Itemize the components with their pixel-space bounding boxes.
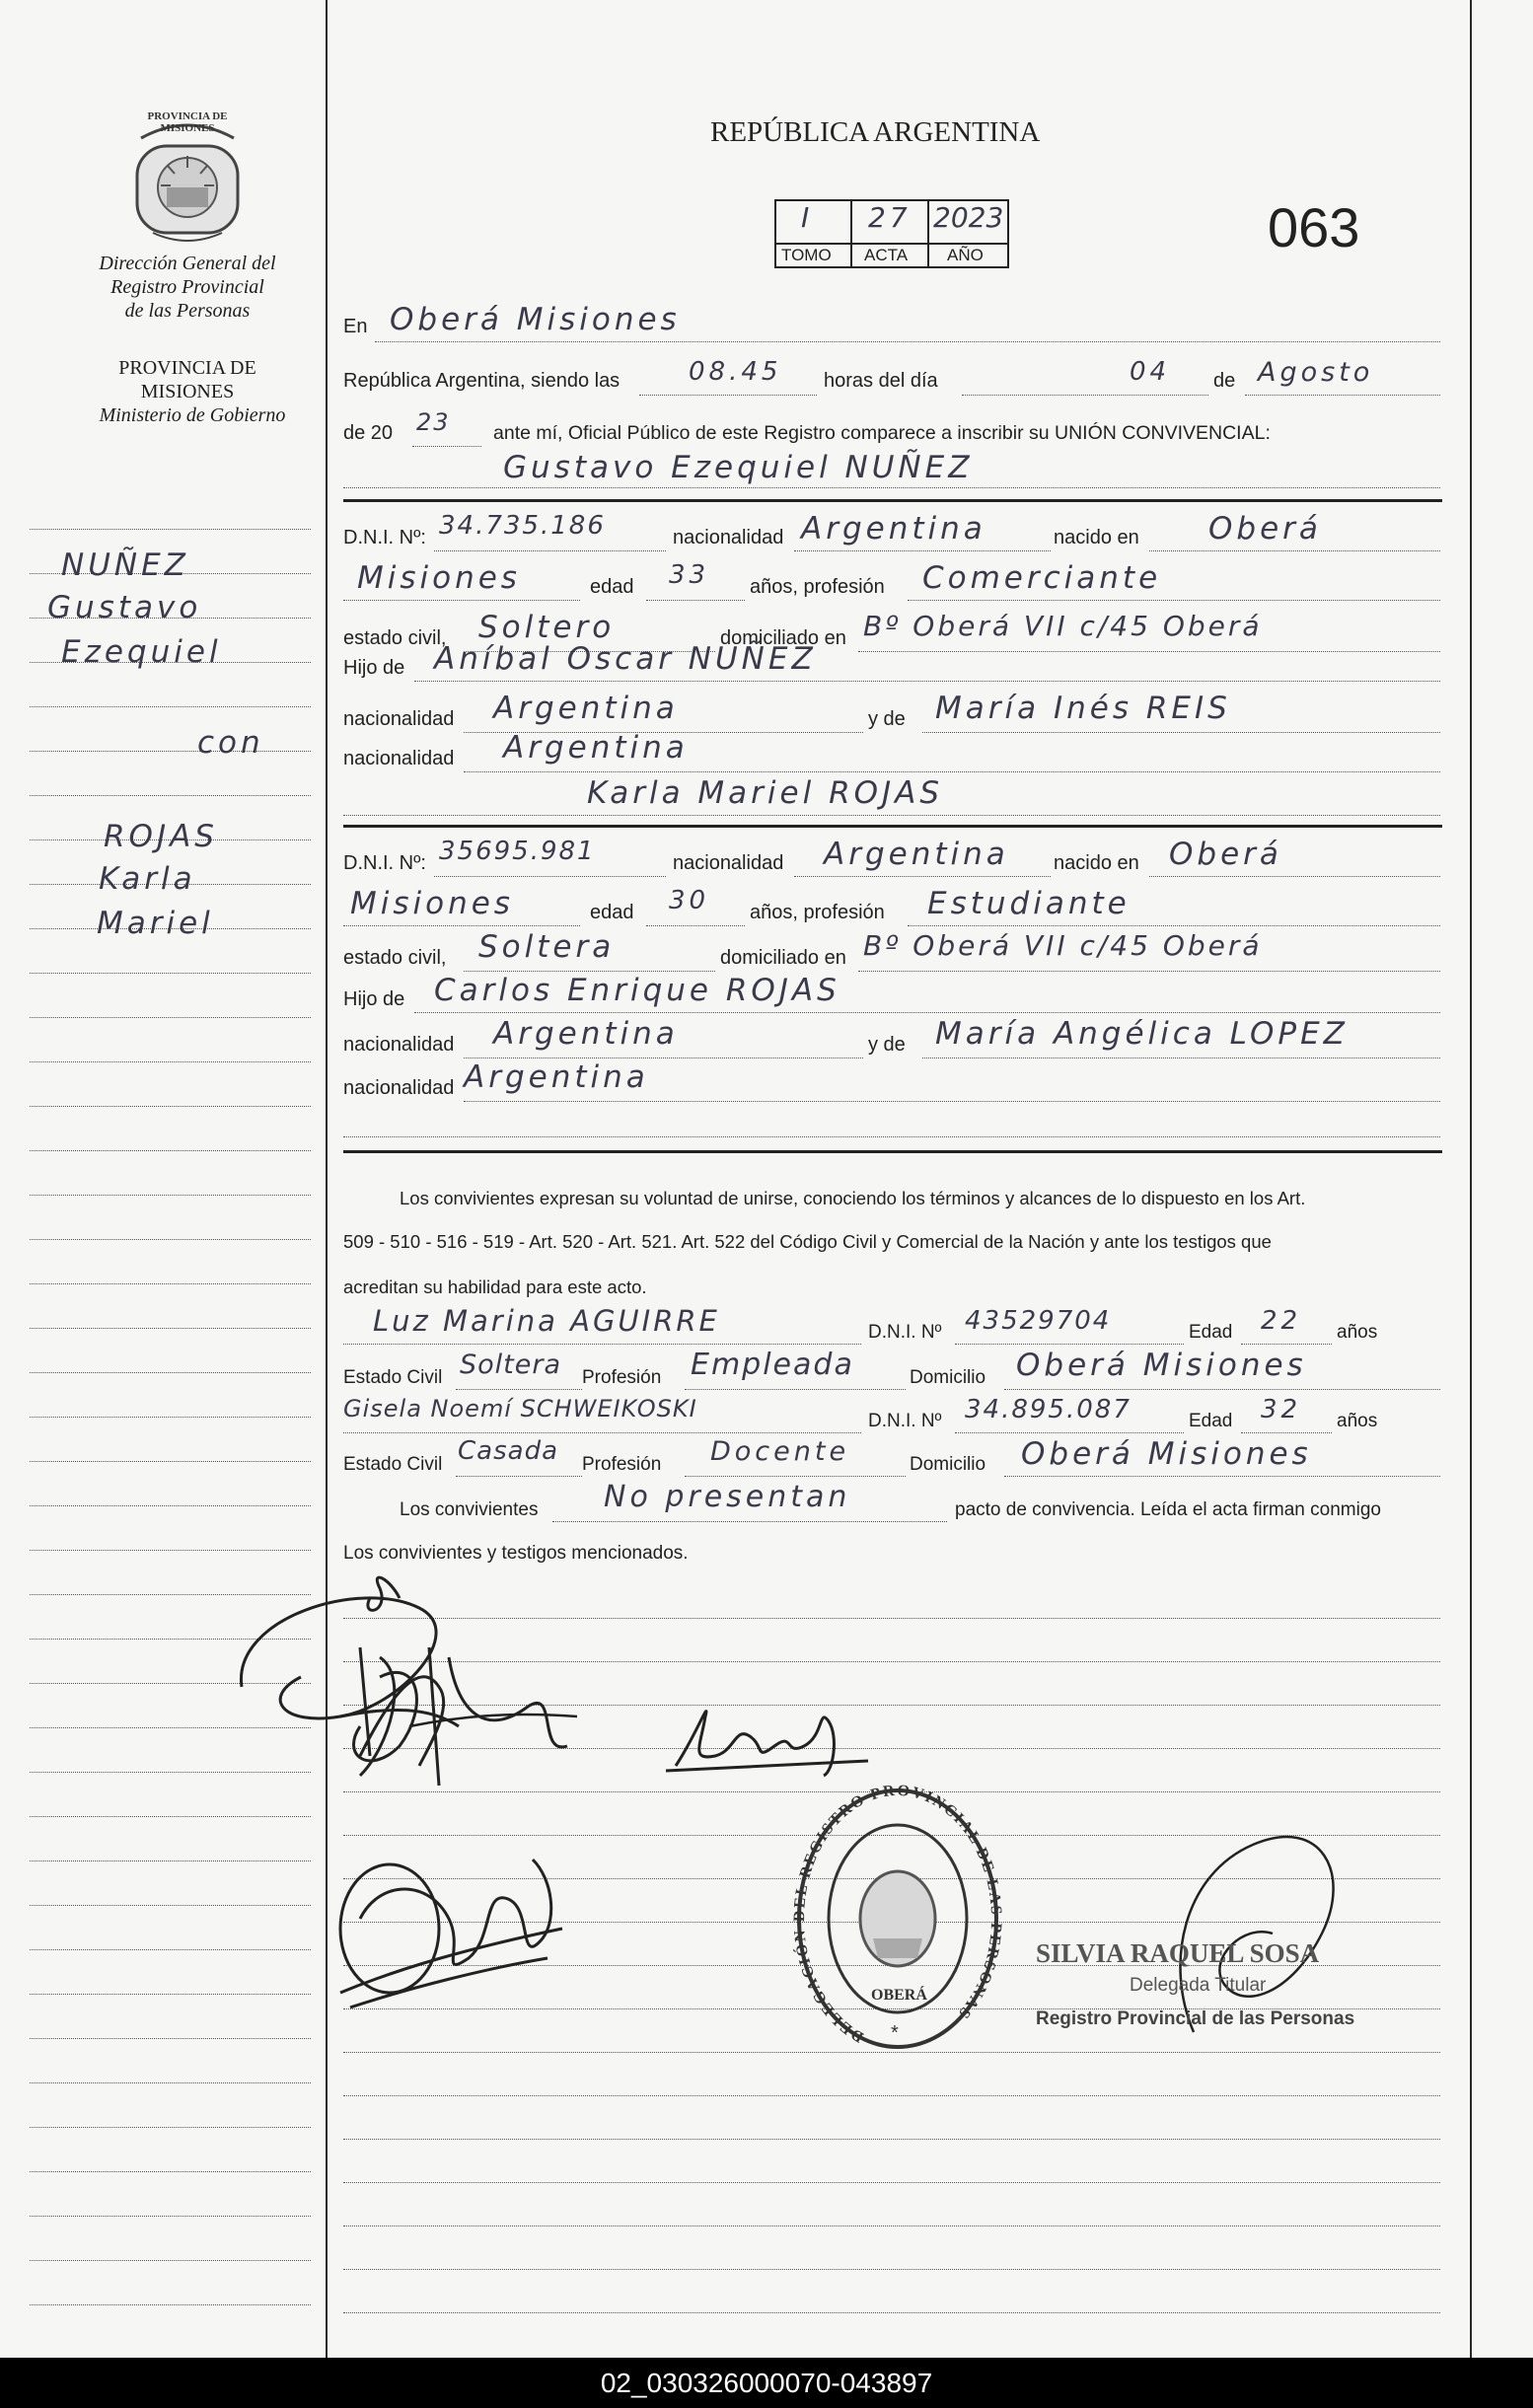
p2-age: 30 [669, 886, 710, 915]
margin-note-line-6: Karla [99, 861, 196, 897]
margin-note-line-1: NUÑEZ [61, 547, 189, 583]
p2-civil-label: estado civil, [343, 947, 447, 969]
p1-civil-label: estado civil, [343, 627, 447, 649]
person2-name: Karla Mariel ROJAS [587, 775, 944, 811]
p1-profession-label: años, profesión [750, 576, 885, 598]
w2-dni-label: D.N.I. Nº [868, 1411, 942, 1431]
p2-mother-nat-label: nacionalidad [343, 1077, 455, 1099]
w2-dni: 34.895.087 [965, 1395, 1132, 1424]
official-name: SILVIA RAQUEL SOSA [1036, 1938, 1320, 1968]
w1-civil-label: Estado Civil [343, 1367, 443, 1388]
p2-nationality-label: nacionalidad [673, 852, 784, 874]
declaration-line-2: 509 - 510 - 516 - 519 - Art. 520 - Art. 521. Art. 522 del Código Civil y Comercial de la Nación y ante los testigos que [343, 1231, 1272, 1252]
left-ruled-line [30, 1061, 311, 1062]
p1-profession: Comerciante [922, 560, 1162, 596]
p2-profession: Estudiante [927, 886, 1131, 921]
signature-2-icon [330, 1598, 587, 1795]
left-ruled-line [30, 2171, 311, 2172]
left-ruled-line [30, 529, 311, 530]
left-ruled-line [30, 2127, 311, 2128]
w1-age: 22 [1261, 1306, 1302, 1336]
left-ruled-line [30, 2038, 311, 2039]
en-label: En [343, 316, 368, 337]
left-ruled-line [30, 1017, 311, 1018]
time-value: 08.45 [689, 357, 782, 387]
p1-mother-nationality: Argentina [503, 730, 689, 766]
signature-4-icon [321, 1820, 577, 2017]
month-value: Agosto [1258, 357, 1374, 388]
stamp-ring-text: DELEGACIÓN DEL REGISTRO PROVINCIAL DE LAS PERSONAS [790, 1782, 1005, 2046]
left-ruled-line [30, 1417, 311, 1418]
ruled-line [343, 2139, 1440, 2140]
margin-note-line-7: Mariel [97, 906, 214, 941]
pact-label: pacto de convivencia. Leída el acta firman conmigo [955, 1499, 1381, 1520]
left-ruled-line [30, 1905, 311, 1906]
w1-dni: 43529704 [965, 1306, 1112, 1336]
w1-age-label: Edad [1189, 1322, 1233, 1343]
p2-address-label: domiciliado en [720, 947, 846, 969]
tomo-label: TOMO [781, 246, 832, 264]
w2-address-label: Domicilio [910, 1454, 986, 1475]
p2-dni: 35695.981 [439, 837, 596, 866]
official-stamp-icon [790, 1782, 1005, 2077]
left-ruled-line [30, 1372, 311, 1373]
p1-father-nationality: Argentina [493, 691, 679, 726]
w1-address: Oberá Misiones [1016, 1348, 1307, 1383]
left-ruled-line [30, 1239, 311, 1240]
de-label: de [1213, 370, 1236, 392]
ruled-line [343, 2269, 1440, 2270]
official-office: Registro Provincial de las Personas [1036, 2008, 1355, 2029]
w2-name: Gisela Noemí SCHWEIKOSKI [343, 1395, 697, 1423]
left-ruled-line [30, 795, 311, 796]
left-ruled-line [30, 1461, 311, 1462]
anio-value: 2023 [933, 201, 1004, 234]
provincial-seal-icon [123, 116, 252, 245]
p1-dni: 34.735.186 [439, 511, 606, 541]
p2-father-label: Hijo de [343, 988, 405, 1010]
w2-years-label: años [1337, 1411, 1378, 1431]
document-code-footer: 02_030326000070-043897 [0, 2358, 1533, 2408]
left-ruled-line [30, 706, 311, 707]
w2-profession-label: Profesión [582, 1454, 662, 1475]
left-ruled-line [30, 1195, 311, 1196]
w2-civil-label: Estado Civil [343, 1454, 443, 1475]
left-ruled-line [30, 1949, 311, 1950]
ruled-line [343, 2095, 1440, 2096]
day-value: 04 [1130, 357, 1171, 387]
right-margin-line [1470, 0, 1472, 2358]
person1-name: Gustavo Ezequiel NUÑEZ [503, 450, 974, 485]
w1-dni-label: D.N.I. Nº [868, 1322, 942, 1343]
margin-note-line-5: ROJAS [104, 819, 218, 854]
left-ruled-line [30, 1505, 311, 1506]
w1-civil: Soltera [460, 1350, 562, 1380]
left-ruled-line [30, 751, 311, 752]
p1-civil: Soltero [478, 610, 616, 645]
w2-age: 32 [1261, 1395, 1302, 1424]
p2-mother-nationality: Argentina [464, 1059, 649, 1095]
left-ruled-line [30, 2216, 311, 2217]
p2-mother: María Angélica LOPEZ [935, 1016, 1349, 1052]
province-line-2: MISIONES [140, 381, 235, 402]
declaration-line-1: Los convivientes expresan su voluntad de unirse, conociendo los términos y alcances de lo dispuesto en los Art. [400, 1188, 1306, 1208]
w1-address-label: Domicilio [910, 1367, 986, 1388]
ruled-line [343, 2312, 1440, 2313]
p1-father-label: Hijo de [343, 657, 405, 679]
w1-profession-label: Profesión [582, 1367, 662, 1388]
p1-address: Bº Oberá VII c/45 Oberá [863, 610, 1263, 642]
ruled-line [343, 2182, 1440, 2183]
left-ruled-line [30, 1283, 311, 1284]
hours-label: horas del día [824, 370, 938, 392]
republic-label: República Argentina, siendo las [343, 370, 620, 392]
p1-nationality: Argentina [801, 511, 986, 547]
w1-name: Luz Marina AGUIRRE [373, 1304, 720, 1338]
p1-address-label: domiciliado en [720, 627, 846, 649]
declaration-line-3: acreditan su habilidad para este acto. [343, 1277, 647, 1297]
svg-text:*: * [891, 2022, 899, 2044]
p1-birthplace-1: Oberá [1208, 511, 1322, 547]
institution-line-3: de las Personas [124, 300, 251, 322]
pact-value: No presentan [604, 1480, 851, 1514]
ministry-label: Ministerio de Gobierno [99, 404, 286, 426]
p2-nationality: Argentina [824, 837, 1009, 872]
seal-caption: PROVINCIA DE MISIONES [147, 110, 228, 134]
document-title: REPÚBLICA ARGENTINA [710, 116, 1041, 148]
w2-civil: Casada [458, 1436, 559, 1466]
p2-dni-label: D.N.I. Nº: [343, 852, 426, 874]
p1-age-label: edad [590, 576, 634, 598]
p1-father: Aníbal Oscar NUÑEZ [434, 641, 817, 677]
p2-father-nationality: Argentina [493, 1016, 679, 1052]
p2-civil: Soltera [478, 929, 616, 965]
w2-age-label: Edad [1189, 1411, 1233, 1431]
p2-birthplace-label: nacido en [1054, 852, 1139, 874]
p2-father-nat-label: nacionalidad [343, 1034, 455, 1056]
margin-note-line-2: Gustavo [47, 590, 202, 625]
left-ruled-line [30, 2304, 311, 2305]
w2-profession: Docente [710, 1436, 850, 1467]
left-ruled-line [30, 1550, 311, 1551]
institution-line-2: Registro Provincial [110, 276, 264, 298]
anio-label: AÑO [947, 246, 984, 264]
p1-birthplace-label: nacido en [1054, 527, 1139, 548]
left-ruled-line [30, 1150, 311, 1151]
stamp-city: OBERÁ [871, 1987, 927, 2004]
p1-mother-label: y de [868, 708, 906, 730]
p1-mother-nat-label: nacionalidad [343, 748, 455, 769]
w2-address: Oberá Misiones [1021, 1436, 1312, 1472]
official-role: Delegada Titular [1130, 1975, 1267, 1996]
p2-profession-label: años, profesión [750, 902, 885, 923]
p2-mother-label: y de [868, 1034, 906, 1056]
p1-father-nat-label: nacionalidad [343, 708, 455, 730]
left-ruled-line [30, 2260, 311, 2261]
left-ruled-line [30, 1106, 311, 1107]
margin-note-line-4: con [197, 725, 264, 761]
signature-3-icon [656, 1677, 883, 1786]
p2-birthplace-2: Misiones [350, 886, 514, 921]
w1-years-label: años [1337, 1322, 1378, 1343]
tomo-value: I [801, 201, 814, 234]
p1-age: 33 [669, 560, 710, 590]
acta-label: ACTA [864, 246, 909, 264]
margin-note-line-3: Ezequiel [61, 634, 222, 670]
final-line: Los convivientes y testigos mencionados. [343, 1543, 689, 1564]
p1-birthplace-2: Misiones [357, 560, 521, 596]
year-prefix: de 20 [343, 422, 394, 444]
convivientes-label: Los convivientes [400, 1499, 539, 1520]
year-suffix: 23 [416, 408, 451, 436]
p2-father: Carlos Enrique ROJAS [434, 973, 840, 1008]
p2-birthplace-1: Oberá [1169, 837, 1282, 872]
acta-value: 27 [868, 201, 912, 234]
p1-mother: María Inés REIS [935, 691, 1231, 726]
province-line-1: PROVINCIA DE [118, 357, 256, 379]
left-ruled-line [30, 1816, 311, 1817]
p1-nationality-label: nacionalidad [673, 527, 784, 548]
w1-profession: Empleada [691, 1348, 854, 1382]
p2-age-label: edad [590, 902, 634, 923]
acta-number: 063 [1268, 196, 1360, 258]
p1-dni-label: D.N.I. Nº: [343, 527, 426, 548]
left-ruled-line [30, 1328, 311, 1329]
left-ruled-line [30, 973, 311, 974]
left-ruled-line [30, 2082, 311, 2083]
statement: ante mí, Oficial Público de este Registro comparece a inscribir su UNIÓN CONVIVENCIAL: [493, 422, 1271, 444]
p2-address: Bº Oberá VII c/45 Oberá [863, 929, 1263, 962]
place-value: Oberá Misiones [390, 302, 681, 337]
institution-line-1: Dirección General del [99, 253, 276, 274]
left-ruled-line [30, 1994, 311, 1995]
